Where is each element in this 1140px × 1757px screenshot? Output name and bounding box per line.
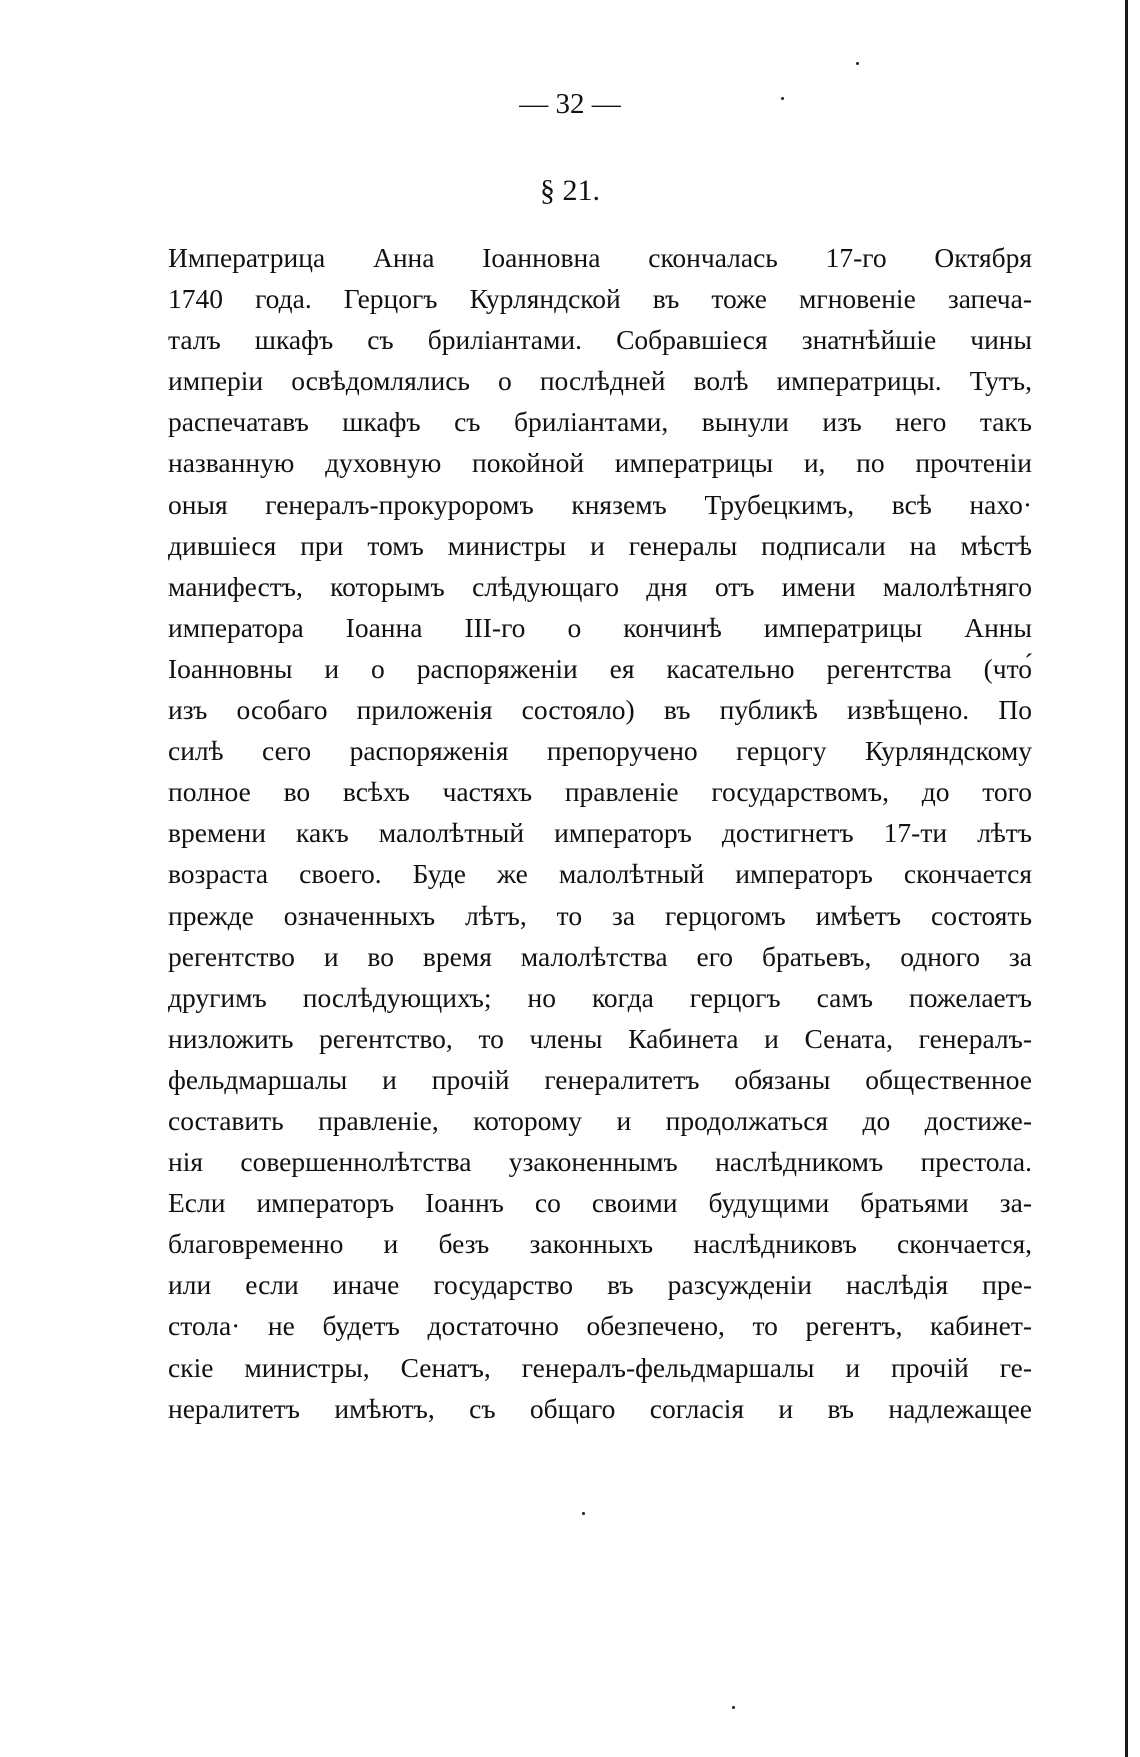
speck bbox=[856, 62, 859, 65]
text-line: стола· не будетъ достаточно обезпечено, то регентъ, кабинет- bbox=[168, 1310, 1032, 1342]
text-line: силѣ сего распоряженія препоручено герцогу Курляндскому bbox=[168, 735, 1032, 767]
text-line: полное во всѣхъ частяхъ правленіе государствомъ, до того bbox=[168, 776, 1032, 808]
speck bbox=[582, 1512, 585, 1515]
text-line: изъ особаго приложенія состояло) въ публикѣ извѣщено. По bbox=[168, 694, 1032, 726]
speck bbox=[781, 97, 784, 100]
page-number: — 32 — bbox=[519, 88, 621, 120]
text-line: благовременно и безъ законныхъ наслѣдниковъ скончается, bbox=[168, 1228, 1032, 1260]
section-heading: § 21. bbox=[540, 174, 600, 207]
text-line: составить правленіе, которому и продолжаться до достиже- bbox=[168, 1104, 1032, 1136]
text-line: 1740 года. Герцогъ Курляндской въ тоже мгновеніе запеча- bbox=[168, 283, 1032, 315]
text-line: другимъ послѣдующихъ; но когда герцогъ самъ пожелаетъ bbox=[168, 981, 1032, 1013]
text-line: Если императоръ Іоаннъ со своими будущими братьями за- bbox=[168, 1187, 1032, 1219]
text-line: времени какъ малолѣтный императоръ достигнетъ 17-ти лѣтъ bbox=[168, 817, 1032, 849]
text-line: талъ шкафъ съ бриліантами. Собравшіеся знатнѣйшіе чины bbox=[168, 324, 1032, 356]
text-line: оныя генералъ-прокуроромъ княземъ Трубецкимъ, всѣ нахо· bbox=[168, 488, 1032, 520]
text-line: или если иначе государство въ разсужденіи наслѣдія пре- bbox=[168, 1269, 1032, 1301]
text-line: регентство и во время малолѣтства его братьевъ, одного за bbox=[168, 940, 1032, 972]
text-line: Іоанновны и о распоряженіи ея касательно регентства (что́ bbox=[168, 652, 1032, 684]
text-line: фельдмаршалы и прочій генералитетъ обязаны общественное bbox=[168, 1063, 1032, 1095]
text-line: Императрица Анна Іоанновна скончалась 17-го Октября bbox=[168, 242, 1032, 273]
text-line: дившіеся при томъ министры и генералы подписали на мѣстѣ bbox=[168, 529, 1032, 561]
body-text bbox=[168, 237, 1032, 1429]
text-line: имперіи освѣдомлялись о послѣдней волѣ императрицы. Тутъ, bbox=[168, 365, 1032, 397]
text-line: названную духовную покойной императрицы и, по прочтеніи bbox=[168, 447, 1032, 479]
page-edge-shadow bbox=[1125, 0, 1128, 1757]
text-line: манифестъ, которымъ слѣдующаго дня отъ имени малолѣтняго bbox=[168, 570, 1032, 602]
text-line: низложить регентство, то члены Кабинета и Сената, генералъ- bbox=[168, 1022, 1032, 1054]
text-line: возраста своего. Буде же малолѣтный императоръ скончается bbox=[168, 858, 1032, 890]
text-line: скіе министры, Сенатъ, генералъ-фельдмаршалы и прочій ге- bbox=[168, 1351, 1032, 1383]
text-line: нія совершеннолѣтства узаконеннымъ наслѣдникомъ престола. bbox=[168, 1146, 1032, 1178]
text-line: императора Іоанна III-го о кончинѣ императрицы Анны bbox=[168, 611, 1032, 643]
speck bbox=[732, 1706, 735, 1709]
text-line: распечатавъ шкафъ съ бриліантами, вынули изъ него такъ bbox=[168, 406, 1032, 438]
text-line: нералитетъ имѣютъ, съ общаго согласія и въ надлежащее bbox=[168, 1392, 1032, 1424]
text-line: прежде означенныхъ лѣтъ, то за герцогомъ имѣетъ состоять bbox=[168, 899, 1032, 931]
